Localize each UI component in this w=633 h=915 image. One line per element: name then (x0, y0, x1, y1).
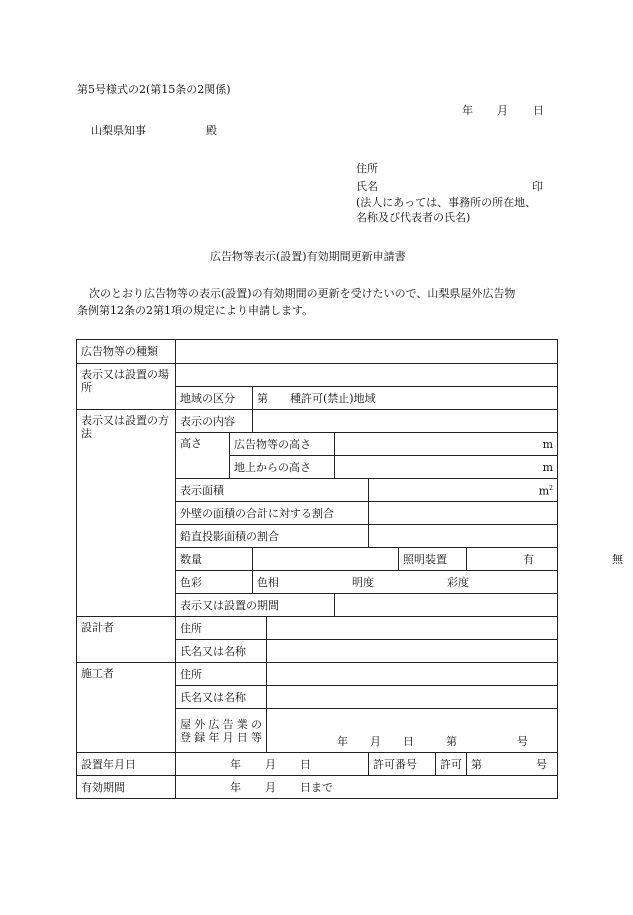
registration-label (176, 709, 267, 753)
area-class-prefix: 第 (257, 391, 268, 405)
contractor-label: 施工者 (77, 663, 176, 753)
valid-month: 月 (265, 780, 276, 794)
area-class-value[interactable] (253, 387, 558, 410)
applicant-address-label: 住所 (356, 162, 378, 175)
body-line2: 条例第12条の2第1項の規定により申請します。 (77, 304, 314, 317)
ad-type-label: 広告物等の種類 (77, 340, 176, 364)
designer-address-label: 住所 (176, 617, 267, 640)
lighting-no[interactable]: 無 (612, 552, 623, 566)
display-area-unit: m (538, 484, 550, 498)
lightness-label: 明度 (352, 575, 374, 589)
wall-ratio-label: 外壁の面積の合計に対する割合 (176, 502, 369, 525)
lighting-value[interactable] (467, 548, 623, 571)
quantity-label: 数量 (176, 548, 253, 571)
display-area-label: 表示面積 (176, 479, 369, 502)
reg-month: 月 (370, 735, 381, 748)
designer-label: 設計者 (77, 617, 176, 663)
place-label: 表示又は設置の場所 (77, 364, 176, 410)
contractor-name-label: 氏名又は名称 (176, 686, 267, 709)
permit-number-value[interactable] (467, 753, 558, 776)
wall-ratio-value[interactable] (369, 502, 558, 525)
form-number: 第5号様式の2(第15条の2関係) (77, 83, 231, 96)
reg-dai: 第 (446, 735, 457, 748)
ad-type-value[interactable] (176, 340, 558, 364)
valid-until: 日まで (300, 780, 333, 794)
projection-ratio-label: 鉛直投影面積の割合 (176, 525, 369, 548)
reg-go: 号 (517, 735, 528, 748)
registration-value[interactable] (267, 709, 558, 753)
period-value[interactable] (335, 594, 558, 617)
install-date-value[interactable] (176, 753, 369, 776)
permit-prefix: 許可 (440, 757, 462, 771)
registration-label-line2: 登録年月日等 (180, 730, 262, 744)
content-value[interactable] (253, 410, 558, 433)
application-form-table (76, 339, 623, 799)
area-class-text: 種許可(禁止)地域 (290, 391, 376, 405)
contractor-address-label: 住所 (176, 663, 267, 686)
area-class-label: 地域の区分 (176, 387, 253, 410)
projection-ratio-value[interactable] (369, 525, 558, 548)
valid-year: 年 (230, 780, 241, 794)
applicant-name-label: 氏名 (356, 180, 378, 193)
ad-height-unit: m (542, 437, 553, 451)
color-label: 色彩 (176, 571, 253, 594)
lighting-label: 照明装置 (399, 548, 467, 571)
designer-name-value[interactable] (267, 640, 558, 663)
quantity-value[interactable] (253, 548, 399, 571)
applicant-note-line2: 名称及び代表者の氏名) (356, 211, 471, 224)
contractor-name-value[interactable] (267, 686, 558, 709)
hue-label: 色相 (257, 575, 279, 589)
validity-label: 有効期間 (77, 776, 176, 799)
ground-height-value[interactable] (335, 456, 558, 479)
ground-height-unit: m (542, 460, 553, 474)
body-line1: 次のとおり広告物等の表示(設置)の有効期間の更新を受けたいので、山梨県屋外広告物 (89, 287, 516, 300)
ad-height-label: 広告物等の高さ (230, 433, 335, 456)
permit-number-label (369, 753, 467, 776)
place-value[interactable] (176, 364, 558, 387)
date-year: 年 (462, 104, 473, 117)
permit-go: 号 (536, 757, 547, 771)
color-value[interactable] (253, 571, 558, 594)
reg-day: 日 (403, 735, 414, 748)
permit-number-label-text: 許可番号 (369, 753, 436, 775)
seal-mark: 印 (532, 180, 543, 193)
document-title: 広告物等表示(設置)有効期間更新申請書 (210, 250, 406, 263)
validity-value[interactable] (176, 776, 558, 799)
registration-label-line1: 屋外広告業の (180, 717, 262, 731)
period-label: 表示又は設置の期間 (176, 594, 335, 617)
designer-name-label: 氏名又は名称 (176, 640, 267, 663)
honorific: 殿 (206, 124, 217, 137)
install-date-label: 設置年月日 (77, 753, 176, 776)
addressee: 山梨県知事 (91, 124, 146, 137)
display-area-unit-sup: 2 (549, 485, 553, 493)
permit-dai: 第 (471, 757, 482, 771)
applicant-note-line1: (法人にあっては、事務所の所在地、 (356, 196, 537, 209)
reg-year: 年 (337, 735, 348, 748)
contractor-address-value[interactable] (267, 663, 558, 686)
lighting-yes[interactable]: 有 (523, 552, 534, 566)
inst-month: 月 (265, 757, 276, 771)
designer-address-value[interactable] (267, 617, 558, 640)
inst-day: 日 (300, 757, 311, 771)
height-label: 高さ (176, 433, 230, 479)
date-day: 日 (533, 104, 544, 117)
inst-year: 年 (230, 757, 241, 771)
content-label: 表示の内容 (176, 410, 253, 433)
date-month: 月 (497, 104, 508, 117)
ad-height-value[interactable] (335, 433, 558, 456)
ground-height-label: 地上からの高さ (230, 456, 335, 479)
display-area-value[interactable] (369, 479, 558, 502)
saturation-label: 彩度 (447, 575, 469, 589)
method-label: 表示又は設置の方法 (77, 410, 176, 617)
